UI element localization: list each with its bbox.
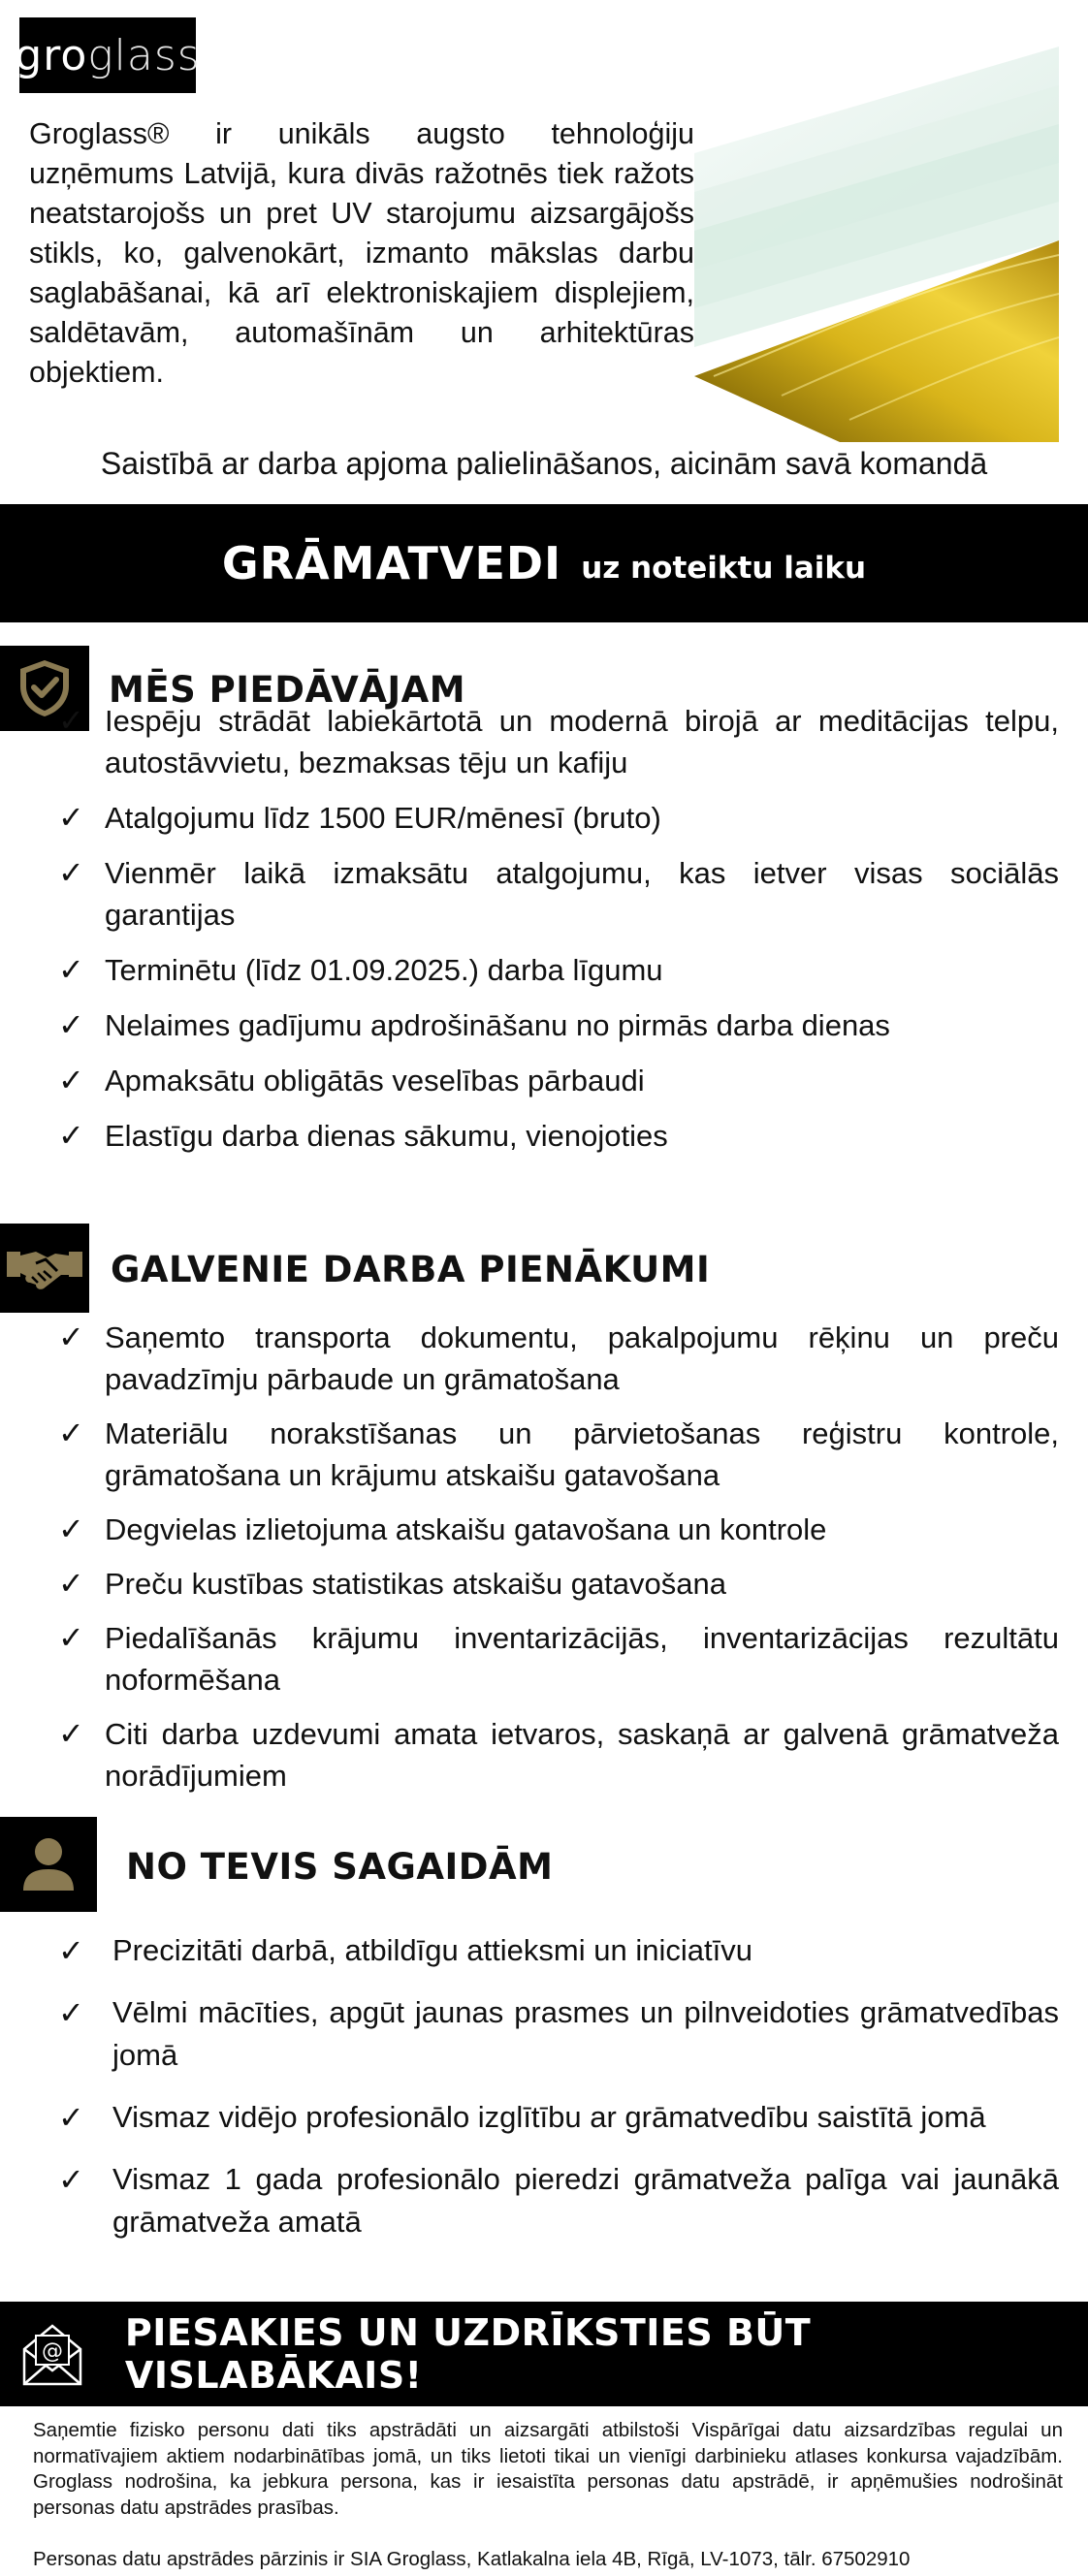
duties-list	[58, 1317, 1059, 1809]
handshake-icon	[0, 1224, 89, 1313]
mail-at-icon	[10, 2302, 96, 2406]
list-item: ✓ Terminētu (līdz 01.09.2025.) darba līgumu	[58, 949, 1059, 991]
expect-section-title: NO TEVIS SAGAIDĀM	[126, 1846, 554, 1888]
list-item: ✓ Vēlmi mācīties, apgūt jaunas prasmes un pilnveidoties grāmatvedības jomā	[58, 1991, 1059, 2077]
invitation-lead: Saistībā ar darba apjoma palielināšanos, aicinām savā komandā	[100, 446, 988, 481]
expect-list	[58, 1929, 1059, 2263]
check-icon: ✓	[58, 1932, 84, 1969]
list-item: ✓ Preču kustības statistikas atskaišu gatavošana	[58, 1563, 1059, 1605]
apply-cta-banner	[0, 2302, 1088, 2406]
svg-text:@: @	[42, 2339, 64, 2364]
check-icon: ✓	[58, 799, 84, 836]
groglass-logo	[15, 17, 201, 93]
apply-cta-text: PIESAKIES UN UZDRĪKSTIES BŪT VISLABĀKAIS!	[124, 2311, 812, 2397]
data-controller-info: Personas datu apstrādes pārzinis ir SIA Groglass, Katlakalna iela 4B, Rīgā, LV-1073, tālr. 67502910	[33, 2548, 911, 2570]
list-item: ✓ Vismaz vidējo profesionālo izglītību ar grāmatvedību saistītā jomā	[58, 2096, 1059, 2139]
check-icon: ✓	[58, 2099, 84, 2136]
check-icon: ✓	[58, 2161, 84, 2198]
check-icon: ✓	[58, 951, 84, 988]
list-item: ✓ Precizitāti darbā, atbildīgu attieksmi un iniciatīvu	[58, 1929, 1059, 1972]
check-icon: ✓	[58, 1715, 84, 1752]
list-item: ✓ Citi darba uzdevumi amata ietvaros, saskaņā ar galvenā grāmatveža norādījumiem	[58, 1715, 1059, 1793]
duties-section-title: GALVENIE DARBA PIENĀKUMI	[111, 1249, 711, 1290]
check-icon: ✓	[58, 1006, 84, 1043]
glass-panels-illustration	[694, 47, 1059, 442]
check-icon: ✓	[58, 1319, 84, 1355]
privacy-notice: Saņemtie fizisko personu dati tiks apstrādāti un aizsargāti atbilstoši Vispārīgai datu aizsardzības regulai un normatīvajiem aktiem nodarbinātības jomā, un tiks lietoti tikai un vienīgi darbinieku atlases konkursa vajadzībām. Groglass nodrošina, ka jebkura persona, kas ir iesaistīta personas datu apstrādē, ir apņēmušies nodrošināt personas datu apstrādes prasības.	[33, 2419, 1063, 2519]
list-item: ✓ Elastīgu darba dienas sākumu, vienojoties	[58, 1115, 1059, 1157]
logo-part-bold: gro	[15, 30, 88, 80]
check-icon: ✓	[58, 1117, 84, 1154]
check-icon: ✓	[58, 1062, 84, 1098]
list-item: ✓ Atalgojumu līdz 1500 EUR/mēnesī (bruto)	[58, 797, 1059, 839]
list-item: ✓ Vienmēr laikā izmaksātu atalgojumu, kas ietver visas sociālās garantijas	[58, 854, 1059, 932]
check-icon: ✓	[58, 1994, 84, 2031]
check-icon: ✓	[58, 854, 84, 891]
job-term: uz noteiktu laiku	[581, 551, 867, 586]
logo-part-thin: glass	[87, 30, 201, 80]
check-icon: ✓	[58, 702, 84, 739]
job-title: GRĀMATVEDI	[221, 537, 562, 589]
check-icon: ✓	[58, 1415, 84, 1451]
list-item: ✓ Materiālu norakstīšanas un pārvietošanas reģistru kontrole, grāmatošana un krājumu atskaišu gatavošana	[58, 1415, 1059, 1492]
list-item: ✓ Vismaz 1 gada profesionālo pieredzi grāmatveža palīga vai jaunākā grāmatveža amatā	[58, 2158, 1059, 2243]
list-item: ✓ Iespēju strādāt labiekārtotā un modernā birojā ar meditācijas telpu, autostāvvietu, bezmaksas tēju un kafiju	[58, 702, 1059, 779]
company-intro: Groglass® ir unikāls augsto tehnoloģiju uzņēmums Latvijā, kura divās ražotnēs tiek ražots neatstarojošs un pret UV starojumu aizsargājošs stikls, ko, galvenokārt, izmanto mākslas darbu saglabāšanai, kā arī elektroniskajiem displejiem, saldētavām, automašīnām un arhitektūras objektiem.	[29, 117, 694, 389]
check-icon: ✓	[58, 1619, 84, 1656]
job-title-banner	[0, 504, 1088, 622]
list-item: ✓ Saņemto transporta dokumentu, pakalpojumu rēķinu un preču pavadzīmju pārbaude un grāmatošana	[58, 1319, 1059, 1396]
offer-list	[58, 700, 1059, 1170]
check-icon: ✓	[58, 1511, 84, 1547]
person-icon	[0, 1817, 97, 1912]
list-item: ✓ Apmaksātu obligātās veselības pārbaudi	[58, 1060, 1059, 1101]
list-item: ✓ Degvielas izlietojuma atskaišu gatavošana un kontrole	[58, 1509, 1059, 1550]
list-item: ✓ Piedalīšanās krājumu inventarizācijās, inventarizācijas rezultātu noformēšana	[58, 1619, 1059, 1697]
check-icon: ✓	[58, 1565, 84, 1602]
offer-section-title: MĒS PIEDĀVĀJAM	[109, 669, 466, 711]
list-item: ✓ Nelaimes gadījumu apdrošināšanu no pirmās darba dienas	[58, 1004, 1059, 1046]
